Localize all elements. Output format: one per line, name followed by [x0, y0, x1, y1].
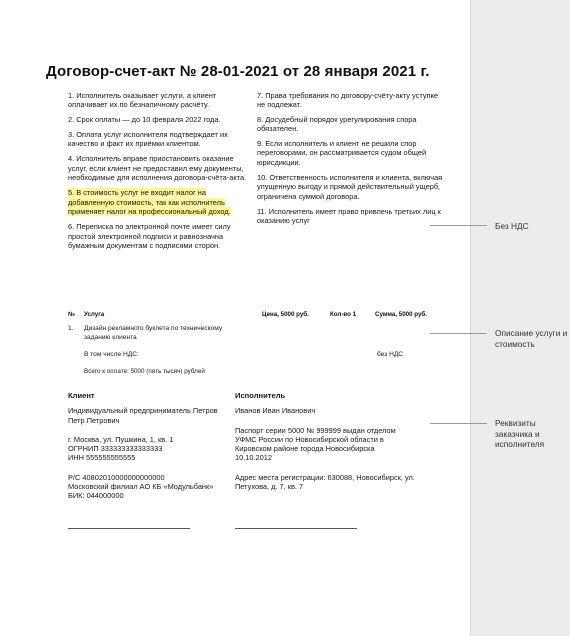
no-vat-leader-line — [430, 225, 487, 226]
terms-left-column — [68, 91, 250, 250]
client-heading: Клиент — [68, 391, 95, 400]
table-header-quantity: Кол-во 1 — [330, 311, 357, 318]
executor-heading: Исполнитель — [235, 391, 286, 400]
executor-passport: Паспорт серии 5000 № 999999 выдан отделом УФМС России по Новосибирской области в Кировском районе города Новосибирска 10.10.2012 — [235, 425, 396, 463]
client-account: Р/С 40802010000000000000 — [68, 472, 165, 482]
vat-value: без НДС — [377, 351, 404, 358]
clause-5-highlight — [68, 188, 250, 216]
clause-7: 7. Права требования по договору-счёту-акту уступке не подлежат. — [257, 91, 438, 110]
document-title: Договор-счет-акт № 28-01-2021 от 28 января 2021 г. — [46, 63, 430, 80]
clause-3: 3. Оплата услуг исполнителя подтверждает их качество и факт их приёмки клиентом. — [68, 129, 228, 149]
clause-4: 4. Исполнитель вправе приостановить оказание услуг, если клиент не предоставил ему документы, необходимые для исполнения договора-счёта-акта. — [68, 154, 247, 183]
clause-11: 11. Исполнитель имеет право привлечь третьих лиц к оказанию услуг — [257, 206, 441, 226]
clause-6: 6. Переписка по электронной почте имеет силу простой электронной подписи и равнозначна бумажным документам с подписями сторон. — [68, 222, 231, 250]
client-bik: БИК: 044000000 — [68, 491, 124, 501]
table-header-number: № — [68, 311, 75, 318]
service-leader-line — [430, 333, 487, 334]
executor-section — [235, 391, 420, 491]
client-signature-line — [68, 528, 190, 529]
client-address: г. Москва, ул. Пушкина, 1, кв. 1 — [68, 434, 174, 444]
table-row-number: 1. — [68, 325, 74, 332]
client-inn: ИНН 555555555555 — [68, 453, 136, 463]
annotation-service-description: Описание услуги и стоимость — [495, 328, 568, 349]
vat-clause-text: 5. В стоимость услуг не входит налог на добавленную стоимость, так как исполнитель применяет налог на профессиональный доход. — [68, 188, 231, 216]
total-due: Всего к оплате: 5000 (пять тысяч) рублей — [84, 368, 205, 375]
table-row-service: Дизайн рекламного буклета по техническому заданию клиента — [84, 325, 223, 341]
table-header-sum: Сумма, 5000 руб. — [375, 311, 427, 318]
clause-8: 8. Досудебный порядок урегулирования спора обязателен. — [257, 114, 417, 133]
executor-name: Иванов Иван Иванович — [235, 406, 316, 416]
clause-10: 10. Ответственность исполнителя и клиента, включая упущенную выгоду и прямой действительный ущерб, ограничена суммой договора. — [257, 173, 443, 201]
table-header-price: Цена, 5000 руб. — [262, 311, 309, 318]
clause-1: 1. Исполнитель оказывает услуги, а клиент оплачивает их по безналичному расчёту. — [68, 91, 217, 110]
requisites-leader-line — [430, 423, 487, 424]
client-section — [68, 391, 238, 501]
client-ogrnip: ОГРНИП 333333333333333 — [68, 444, 163, 454]
client-name: Индивидуальный предприниматель Петров Петр Петрович — [68, 406, 218, 425]
vat-label: В том числе НДС: — [84, 351, 139, 358]
annotation-requisites: Реквизиты заказчика и исполнителя — [495, 418, 545, 449]
client-bank: Московский филиал АО КБ «Модульбанк» — [68, 482, 214, 492]
terms-right-column — [257, 91, 443, 226]
executor-signature-line — [235, 528, 357, 529]
executor-address: Адрес места регистрации: 630088, Новосибирск, ул. Петухова, д. 7, кв. 7 — [235, 472, 415, 492]
clause-9: 9. Если исполнитель и клиент не решили спор переговорами, он рассматривается судом общей юрисдикции. — [257, 139, 427, 167]
annotation-no-vat: Без НДС — [495, 221, 529, 231]
table-header-service: Услуга — [84, 311, 105, 318]
clause-2: 2. Срок оплаты — до 10 февраля 2022 года. — [68, 114, 221, 124]
